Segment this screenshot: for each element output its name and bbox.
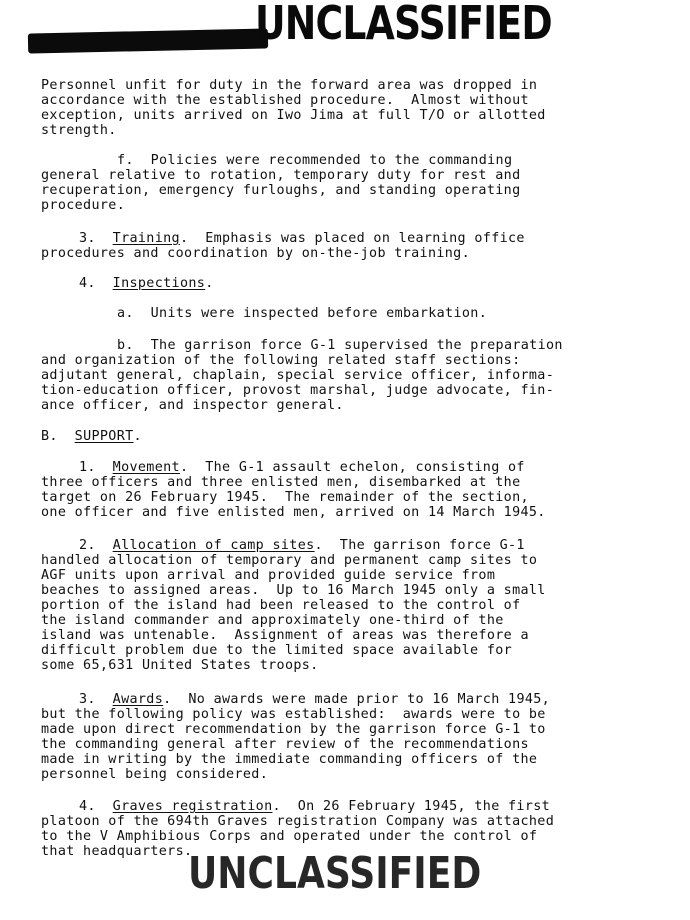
- paragraph-heading-line: [79, 799, 550, 814]
- paragraph-heading-line: [79, 692, 550, 707]
- paragraph-heading: Training: [112, 231, 180, 246]
- body-text: . On 26 February 1945, the first: [272, 799, 551, 814]
- body-line: AGF units upon arrival and provided guide service from: [41, 568, 496, 583]
- body-line: beaches to assigned areas. Up to 16 March 1945 only a small: [41, 583, 546, 598]
- body-line: recuperation, emergency furloughs, and standing operating: [41, 183, 521, 198]
- body-line: procedure.: [41, 198, 126, 213]
- body-line: made upon direct recommendation by the garrison force G-1 to: [41, 722, 546, 737]
- body-line: exception, units arrived on Iwo Jima at full T/O or allotted: [41, 108, 546, 123]
- paragraph-heading-line: [79, 538, 525, 553]
- paragraph-number: 2.: [79, 538, 96, 553]
- body-line: portion of the island had been released to the control of: [41, 598, 521, 613]
- body-line: strength.: [41, 123, 117, 138]
- body-line: but the following policy was established: awards were to be: [41, 707, 546, 722]
- body-line: the island commander and approximately one-third of the: [41, 613, 504, 628]
- body-line: Personnel unfit for duty in the forward area was dropped in: [41, 78, 538, 93]
- paragraph-heading: Allocation of camp sites: [112, 538, 315, 553]
- body-line: to the V Amphibious Corps and operated under the control of: [41, 829, 538, 844]
- body-line: made in writing by the immediate commanding officers of the: [41, 752, 538, 767]
- body-line: b. The garrison force G-1 supervised the preparation: [117, 338, 563, 353]
- body-line: target on 26 February 1945. The remainder of the section,: [41, 490, 529, 505]
- body-line: accordance with the established procedure. Almost without: [41, 93, 529, 108]
- body-line: difficult problem due to the limited space available for: [41, 643, 513, 658]
- body-line: tion-education officer, provost marshal, judge advocate, fin-: [41, 383, 555, 398]
- paragraph-heading: Movement: [112, 460, 180, 475]
- body-line: a. Units were inspected before embarkation.: [117, 306, 488, 321]
- section-heading: SUPPORT: [74, 429, 134, 444]
- classification-stamp-bottom: UNCLASSIFIED: [188, 848, 482, 899]
- body-text: . The G-1 assault echelon, consisting of: [179, 460, 525, 475]
- paragraph-heading: Graves registration: [112, 799, 273, 814]
- body-line: personnel being considered.: [41, 767, 269, 782]
- paragraph-heading: Awards: [112, 692, 164, 707]
- paragraph-heading-line: [79, 276, 214, 291]
- section-label: B.: [41, 429, 58, 444]
- body-line: general relative to rotation, temporary duty for rest and: [41, 168, 521, 183]
- paragraph-number: 3.: [79, 692, 96, 707]
- paragraph-number: 3.: [79, 231, 96, 246]
- body-text: . No awards were made prior to 16 March 1945,: [163, 692, 551, 707]
- body-line: island was untenable. Assignment of areas was therefore a: [41, 628, 529, 643]
- classification-stamp-top: UNCLASSIFIED: [255, 0, 552, 50]
- paragraph-number: 4.: [79, 276, 96, 291]
- paragraph-number: 1.: [79, 460, 96, 475]
- paragraph-heading: Inspections: [112, 276, 206, 291]
- paragraph-heading-line: [79, 231, 525, 246]
- body-line: procedures and coordination by on-the-job training.: [41, 246, 471, 261]
- body-line: three officers and three enlisted men, disembarked at the: [41, 475, 521, 490]
- paragraph-heading-line: [79, 460, 525, 475]
- body-line: f. Policies were recommended to the commanding: [117, 153, 513, 168]
- body-line: some 65,631 United States troops.: [41, 658, 319, 673]
- body-line: ance officer, and inspector general.: [41, 398, 344, 413]
- body-line: the commanding general after review of the recommendations: [41, 737, 529, 752]
- body-line: that headquarters.: [41, 844, 193, 859]
- section-heading-line: [41, 429, 142, 444]
- body-text: . Emphasis was placed on learning office: [179, 231, 525, 246]
- body-line: adjutant general, chaplain, special service officer, informa-: [41, 368, 555, 383]
- body-line: handled allocation of temporary and permanent camp sites to: [41, 553, 538, 568]
- body-text: . The garrison force G-1: [314, 538, 525, 553]
- heading-period: .: [205, 276, 214, 291]
- redaction-bar: [28, 28, 268, 53]
- paragraph-number: 4.: [79, 799, 96, 814]
- body-line: platoon of the 694th Graves registration Company was attached: [41, 814, 555, 829]
- heading-period: .: [133, 429, 142, 444]
- body-line: and organization of the following related staff sections:: [41, 353, 521, 368]
- body-line: one officer and five enlisted men, arrived on 14 March 1945.: [41, 505, 546, 520]
